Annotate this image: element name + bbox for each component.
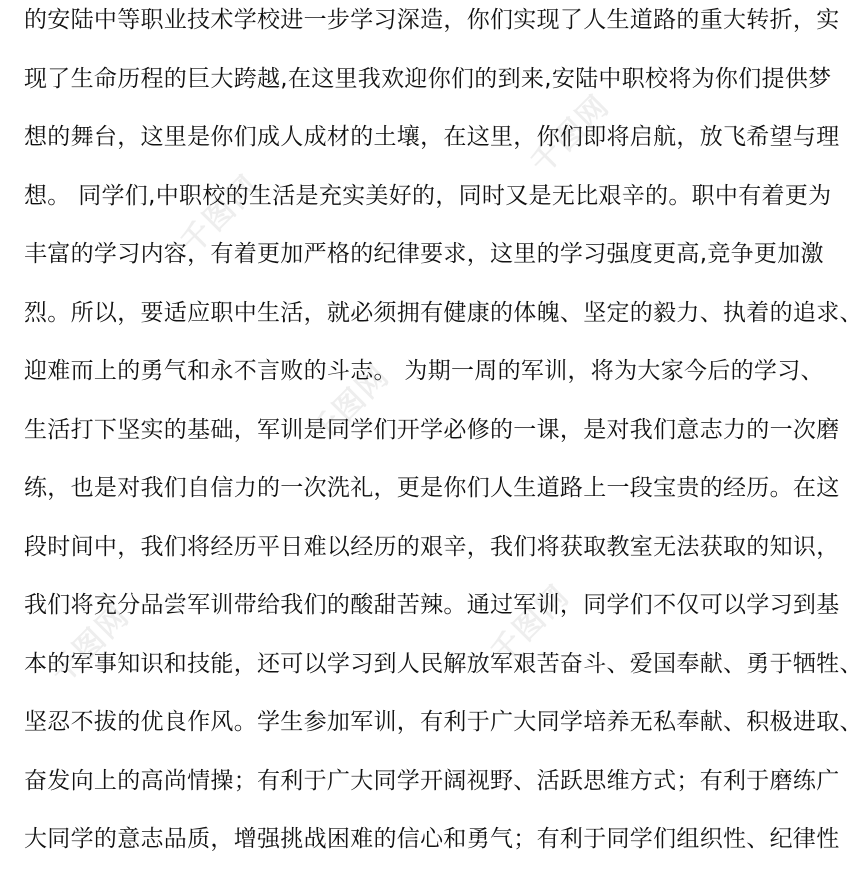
text-line: 练，也是对我们自信力的一次洗礼，更是你们人生道路上一段宝贵的经历。在这 (24, 475, 840, 501)
document-body (24, 2, 863, 880)
watermark: 千图网 (174, 168, 267, 261)
text-line: 生活打下坚实的基础，军训是同学们开学必修的一课，是对我们意志力的一次磨 (24, 416, 840, 443)
watermark: 千图网 (524, 88, 617, 181)
text-line: 丰富的学习内容，有着更加严格的纪律要求，这里的学习强度更高,竞争更加激 (24, 241, 824, 267)
text-line: 现了生命历程的巨大跨越,在这里我欢迎你们的到来,安陆中职校将为你们提供梦 (24, 65, 832, 92)
text-line: 段时间中，我们将经历平日难以经历的艰辛，我们将获取教室无法获取的知识， (24, 533, 840, 560)
text-line: 迎难而上的勇气和永不言败的斗志。 为期一周的军训，将为大家今后的学习、 (24, 358, 824, 384)
text-line: 本的军事知识和技能，还可以学习到人民解放军艰苦奋斗、爱国奉献、勇于牺牲、 (24, 650, 863, 677)
text-line: 大同学的意志品质，增强挑战困难的信心和勇气；有利于同学们组织性、纪律性 (24, 826, 840, 852)
watermark: 千图网 (44, 598, 137, 691)
text-line: 坚忍不拔的优良作风。学生参加军训，有利于广大同学培养无私奉献、积极进取、 (24, 709, 863, 735)
watermark: 千图网 (304, 358, 397, 451)
text-line: 的安陆中等职业技术学校进一步学习深造，你们实现了人生道路的重大转折，实 (24, 7, 840, 33)
text-line: 烈。所以，要适应职中生活，就必须拥有健康的体魄、坚定的毅力、执着的追求、 (24, 299, 863, 326)
text-line: 我们将充分品尝军训带给我们的酸甜苦辣。通过军训，同学们不仅可以学习到基 (24, 592, 840, 618)
watermark: 千图网 (484, 578, 577, 671)
text-line: 想的舞台，这里是你们成人成材的土壤，在这里，你们即将启航，放飞希望与理 (24, 124, 840, 150)
text-line: 奋发向上的高尚情操；有利于广大同学开阔视野、活跃思维方式；有利于磨练广 (24, 767, 840, 794)
text-line: 想。 同学们,中职校的生活是充实美好的，同时又是无比艰辛的。职中有着更为 (24, 182, 832, 209)
